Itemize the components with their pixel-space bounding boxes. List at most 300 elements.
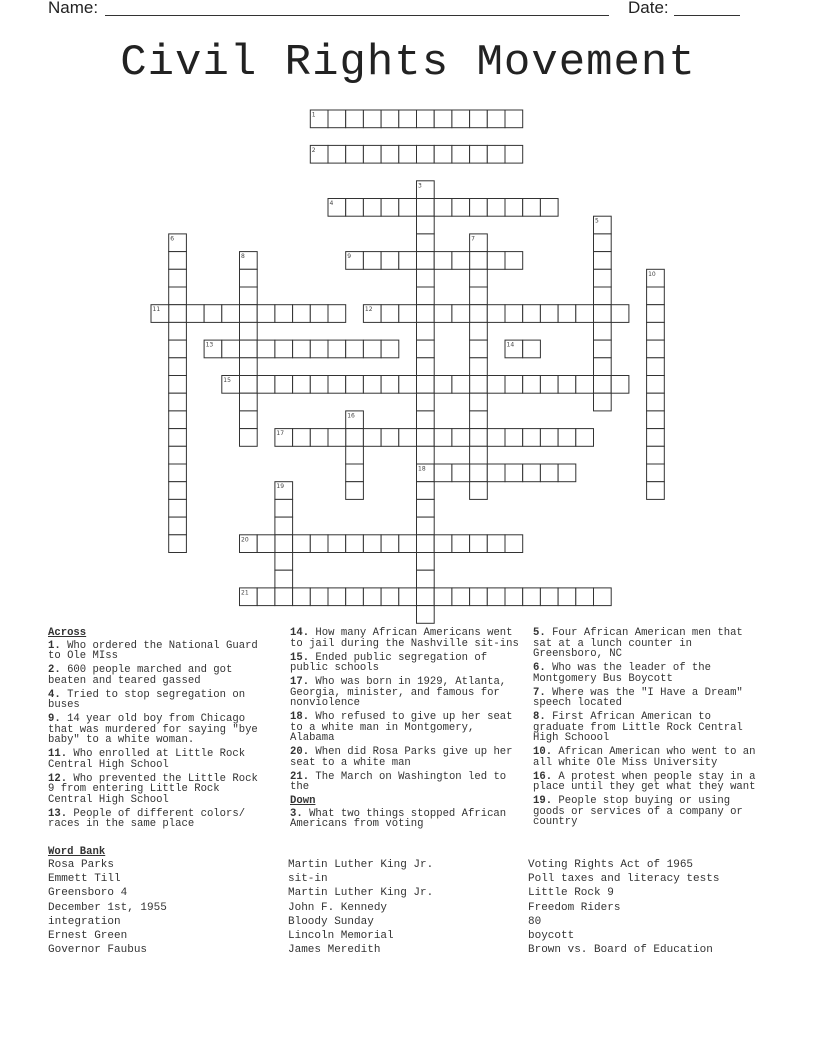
grid-cell[interactable] — [470, 340, 488, 358]
grid-cell[interactable] — [417, 517, 435, 535]
grid-cell[interactable] — [328, 376, 346, 394]
grid-cell[interactable] — [540, 199, 558, 217]
clue-item-number: 18. — [290, 711, 310, 723]
grid-cell[interactable] — [540, 588, 558, 606]
grid-cell[interactable] — [310, 340, 328, 358]
grid-cell[interactable] — [399, 199, 417, 217]
grid-cell[interactable] — [399, 110, 417, 128]
grid-cell[interactable] — [204, 305, 222, 323]
grid-cell[interactable] — [417, 269, 435, 287]
grid-cell[interactable] — [523, 376, 541, 394]
grid-cell[interactable] — [169, 464, 187, 482]
grid-cell[interactable] — [363, 252, 381, 270]
grid-cell[interactable] — [240, 269, 258, 287]
grid-cell[interactable] — [169, 340, 187, 358]
clue-item-text: First African American to graduate from Little Rock Central High Schoool — [533, 711, 743, 744]
grid-cell[interactable] — [363, 535, 381, 553]
grid-cell[interactable] — [346, 376, 364, 394]
grid-cell[interactable] — [434, 588, 452, 606]
grid-cell[interactable] — [417, 252, 435, 270]
clue-item-number: 7. — [533, 686, 546, 699]
clue-item-number: 10. — [533, 746, 553, 758]
clue-item-text: Tried to stop segregation on buses — [48, 688, 246, 711]
word-bank-item: sit-in — [288, 873, 328, 886]
grid-cell[interactable] — [647, 446, 665, 464]
grid-cell[interactable] — [381, 340, 399, 358]
grid-cell[interactable] — [558, 376, 576, 394]
grid-cell[interactable] — [647, 411, 665, 429]
grid-cell[interactable] — [346, 340, 364, 358]
grid-cell[interactable] — [594, 287, 612, 305]
grid-cell[interactable] — [470, 376, 488, 394]
across-heading: Across — [48, 627, 87, 639]
grid-cell[interactable] — [523, 429, 541, 447]
grid-cell[interactable] — [594, 269, 612, 287]
grid-cell[interactable] — [417, 110, 435, 128]
grid-cell[interactable] — [328, 305, 346, 323]
grid-cell[interactable] — [505, 535, 523, 553]
grid-cell[interactable] — [523, 464, 541, 482]
grid-cell[interactable] — [417, 234, 435, 252]
grid-cell[interactable] — [346, 588, 364, 606]
grid-cell[interactable] — [169, 376, 187, 394]
grid-cell[interactable] — [417, 340, 435, 358]
grid-cell[interactable] — [487, 110, 505, 128]
grid-cell[interactable] — [505, 464, 523, 482]
grid-cell[interactable] — [434, 376, 452, 394]
grid-cell[interactable] — [310, 588, 328, 606]
grid-cell[interactable] — [434, 199, 452, 217]
clue-item — [48, 665, 266, 686]
grid-cell[interactable] — [452, 588, 470, 606]
grid-cell[interactable] — [363, 429, 381, 447]
grid-cell[interactable] — [275, 535, 293, 553]
grid-cell[interactable] — [487, 429, 505, 447]
grid-cell[interactable] — [487, 145, 505, 163]
clues-column-3 — [533, 628, 761, 831]
across-clues-part-1 — [48, 641, 266, 830]
down-clues-part-2 — [533, 628, 761, 828]
grid-cell[interactable] — [611, 305, 629, 323]
grid-cell[interactable] — [505, 252, 523, 270]
grid-cell[interactable] — [346, 110, 364, 128]
grid-cell[interactable] — [417, 553, 435, 571]
grid-cell[interactable] — [399, 535, 417, 553]
grid-cell[interactable] — [240, 429, 258, 447]
grid-cell[interactable] — [186, 305, 204, 323]
clue-item-text: 600 people marched and got beaten and teared gassed — [48, 664, 233, 687]
grid-cell[interactable] — [275, 499, 293, 517]
grid-cell[interactable] — [611, 376, 629, 394]
word-bank-item: Lincoln Memorial — [288, 930, 394, 943]
grid-cell[interactable] — [293, 305, 311, 323]
grid-cell[interactable] — [399, 305, 417, 323]
clue-number: 7 — [471, 235, 475, 243]
clue-number: 6 — [170, 235, 175, 243]
grid-cell[interactable] — [363, 588, 381, 606]
grid-cell[interactable] — [470, 464, 488, 482]
grid-cell[interactable] — [523, 305, 541, 323]
clue-item-number: 13. — [48, 807, 68, 820]
grid-cell[interactable] — [505, 305, 523, 323]
grid-cell[interactable] — [647, 322, 665, 340]
grid-cell[interactable] — [576, 305, 594, 323]
grid-cell[interactable] — [293, 535, 311, 553]
grid-cell[interactable] — [558, 464, 576, 482]
grid-cell[interactable] — [594, 340, 612, 358]
grid-cell[interactable] — [169, 322, 187, 340]
grid-cell[interactable] — [399, 429, 417, 447]
grid-cell[interactable] — [417, 429, 435, 447]
clue-item-number: 11. — [48, 748, 68, 760]
word-bank-column-2 — [288, 858, 433, 957]
grid-cell[interactable] — [576, 376, 594, 394]
grid-cell[interactable] — [470, 411, 488, 429]
grid-cell[interactable] — [470, 269, 488, 287]
grid-cell[interactable] — [470, 322, 488, 340]
grid-cell[interactable] — [523, 340, 541, 358]
grid-cell[interactable] — [505, 588, 523, 606]
grid-cell[interactable] — [257, 305, 275, 323]
grid-cell[interactable] — [487, 376, 505, 394]
grid-cell[interactable] — [381, 588, 399, 606]
grid-cell[interactable] — [381, 376, 399, 394]
grid-cell[interactable] — [328, 110, 346, 128]
grid-cell[interactable] — [540, 464, 558, 482]
grid-cell[interactable] — [434, 305, 452, 323]
grid-cell[interactable] — [647, 393, 665, 411]
clue-item-text: How many African Americans went to jail during the Nashville sit-ins — [290, 627, 519, 650]
grid-cell[interactable] — [169, 393, 187, 411]
clue-item-text: People stop buying or using goods or services of a company or country — [533, 795, 743, 828]
grid-cell[interactable] — [169, 411, 187, 429]
grid-cell[interactable] — [363, 110, 381, 128]
grid-cell[interactable] — [470, 429, 488, 447]
grid-cell[interactable] — [275, 376, 293, 394]
grid-cell[interactable] — [417, 393, 435, 411]
clue-number: 8 — [241, 253, 245, 261]
clue-item-text: 14 year old boy from Chicago that was murdered for saying "bye baby" to a white woman. — [48, 713, 258, 746]
grid-cell[interactable] — [505, 376, 523, 394]
grid-cell[interactable] — [647, 358, 665, 376]
grid-cell[interactable] — [417, 145, 435, 163]
clue-item-number: 8. — [533, 711, 546, 723]
grid-cell[interactable] — [240, 305, 258, 323]
grid-cell[interactable] — [275, 588, 293, 606]
grid-cell[interactable] — [346, 464, 364, 482]
grid-cell[interactable] — [594, 393, 612, 411]
grid-cell[interactable] — [169, 517, 187, 535]
clue-item-text: The March on Washington led to the — [290, 770, 507, 793]
clue-item-text: Who refused to give up her seat to a white man in Montgomery, Alabama — [290, 711, 513, 744]
grid-cell[interactable] — [417, 322, 435, 340]
grid-cell[interactable] — [240, 411, 258, 429]
clue-item — [290, 747, 522, 768]
grid-cell[interactable] — [169, 305, 187, 323]
grid-cell[interactable] — [417, 199, 435, 217]
grid-cell[interactable] — [222, 305, 240, 323]
grid-cell[interactable] — [346, 199, 364, 217]
grid-cell[interactable] — [381, 252, 399, 270]
grid-cell[interactable] — [470, 535, 488, 553]
grid-cell[interactable] — [399, 588, 417, 606]
grid-cell[interactable] — [417, 287, 435, 305]
clue-item-number: 21. — [290, 770, 310, 783]
grid-cell[interactable] — [470, 393, 488, 411]
grid-cell[interactable] — [381, 110, 399, 128]
clue-item-number: 19. — [533, 795, 553, 807]
grid-cell[interactable] — [328, 535, 346, 553]
grid-cell[interactable] — [487, 588, 505, 606]
grid-cell[interactable] — [399, 376, 417, 394]
clue-number: 14 — [506, 341, 515, 349]
grid-cell[interactable] — [505, 145, 523, 163]
word-bank-item: Brown vs. Board of Education — [528, 944, 713, 957]
word-bank-item: Freedom Riders — [528, 901, 621, 914]
grid-cell[interactable] — [417, 535, 435, 553]
grid-cell[interactable] — [576, 588, 594, 606]
grid-cell[interactable] — [417, 216, 435, 234]
grid-cell[interactable] — [540, 429, 558, 447]
grid-cell[interactable] — [470, 252, 488, 270]
grid-cell[interactable] — [293, 340, 311, 358]
grid-cell[interactable] — [647, 482, 665, 500]
grid-cell[interactable] — [310, 429, 328, 447]
grid-cell[interactable] — [452, 429, 470, 447]
grid-cell[interactable] — [417, 305, 435, 323]
grid-cell[interactable] — [452, 376, 470, 394]
grid-cell[interactable] — [346, 535, 364, 553]
grid-cell[interactable] — [434, 429, 452, 447]
grid-cell[interactable] — [505, 429, 523, 447]
grid-cell[interactable] — [647, 429, 665, 447]
grid-cell[interactable] — [169, 358, 187, 376]
grid-cell[interactable] — [558, 429, 576, 447]
grid-cell[interactable] — [417, 358, 435, 376]
grid-cell[interactable] — [363, 340, 381, 358]
grid-cell[interactable] — [346, 446, 364, 464]
word-bank-item: Rosa Parks — [48, 859, 115, 871]
grid-cell[interactable] — [647, 340, 665, 358]
grid-cell[interactable] — [558, 588, 576, 606]
clues-column-1 — [48, 628, 266, 833]
grid-cell[interactable] — [417, 570, 435, 588]
grid-cell[interactable] — [381, 199, 399, 217]
grid-cell[interactable] — [487, 464, 505, 482]
grid-cell[interactable] — [523, 588, 541, 606]
grid-cell[interactable] — [293, 376, 311, 394]
grid-cell[interactable] — [257, 340, 275, 358]
clue-item-number: 6. — [533, 662, 546, 674]
grid-cell[interactable] — [470, 588, 488, 606]
clue-number: 19 — [276, 483, 285, 491]
grid-cell[interactable] — [523, 199, 541, 217]
grid-cell[interactable] — [363, 376, 381, 394]
grid-cell[interactable] — [470, 482, 488, 500]
clue-item — [290, 712, 522, 744]
grid-cell[interactable] — [417, 446, 435, 464]
grid-cell[interactable] — [310, 535, 328, 553]
grid-cell[interactable] — [381, 145, 399, 163]
grid-cell[interactable] — [169, 429, 187, 447]
word-bank-heading: Word Bank — [48, 846, 106, 858]
grid-cell[interactable] — [452, 199, 470, 217]
grid-cell[interactable] — [434, 145, 452, 163]
grid-cell[interactable] — [222, 340, 240, 358]
grid-cell[interactable] — [417, 482, 435, 500]
clue-item — [533, 772, 761, 793]
clue-item-text: Who prevented the Little Rock 9 from entering Little Rock Central High School — [48, 772, 258, 806]
grid-cell[interactable] — [257, 535, 275, 553]
clue-item — [290, 628, 522, 649]
grid-cell[interactable] — [240, 393, 258, 411]
grid-cell[interactable] — [434, 535, 452, 553]
grid-cell[interactable] — [434, 464, 452, 482]
grid-cell[interactable] — [240, 322, 258, 340]
clue-item-number: 14. — [290, 627, 310, 639]
grid-cell[interactable] — [470, 110, 488, 128]
grid-cell[interactable] — [169, 269, 187, 287]
grid-cell[interactable] — [169, 446, 187, 464]
grid-cell[interactable] — [594, 305, 612, 323]
grid-cell[interactable] — [647, 464, 665, 482]
grid-cell[interactable] — [169, 535, 187, 553]
grid-cell[interactable] — [594, 252, 612, 270]
grid-cell[interactable] — [487, 305, 505, 323]
clue-number: 1 — [311, 111, 316, 119]
grid-cell[interactable] — [346, 429, 364, 447]
grid-cell[interactable] — [417, 588, 435, 606]
grid-cell[interactable] — [399, 252, 417, 270]
grid-cell[interactable] — [452, 110, 470, 128]
grid-cell[interactable] — [275, 340, 293, 358]
grid-cell[interactable] — [275, 570, 293, 588]
grid-cell[interactable] — [346, 482, 364, 500]
word-bank-item: John F. Kennedy — [288, 901, 388, 914]
grid-cell[interactable] — [381, 305, 399, 323]
grid-cell[interactable] — [363, 145, 381, 163]
grid-cell[interactable] — [293, 588, 311, 606]
grid-cell[interactable] — [169, 287, 187, 305]
clue-item-number: 16. — [533, 770, 553, 783]
grid-cell[interactable] — [470, 446, 488, 464]
grid-cell[interactable] — [594, 234, 612, 252]
grid-cell[interactable] — [452, 535, 470, 553]
clue-item — [533, 663, 761, 684]
word-bank-item: James Meredith — [288, 944, 381, 957]
grid-cell[interactable] — [417, 606, 435, 624]
grid-cell[interactable] — [240, 376, 258, 394]
grid-cell[interactable] — [647, 376, 665, 394]
word-bank-column-3 — [528, 858, 719, 957]
clue-number: 5 — [595, 217, 599, 225]
word-bank-item: Emmett Till — [48, 873, 121, 886]
clue-item — [533, 712, 761, 744]
grid-cell[interactable] — [346, 145, 364, 163]
grid-cell[interactable] — [399, 145, 417, 163]
grid-cell[interactable] — [487, 535, 505, 553]
grid-cell[interactable] — [487, 199, 505, 217]
grid-cell[interactable] — [505, 110, 523, 128]
grid-cell[interactable] — [470, 287, 488, 305]
grid-cell[interactable] — [381, 429, 399, 447]
grid-cell[interactable] — [452, 252, 470, 270]
grid-cell[interactable] — [594, 358, 612, 376]
grid-cell[interactable] — [381, 535, 399, 553]
clue-item-number: 4. — [48, 688, 61, 701]
word-bank-item: integration — [48, 915, 121, 928]
word-bank-item: 80 — [528, 915, 542, 928]
clue-item-number: 17. — [290, 676, 310, 688]
grid-cell[interactable] — [417, 499, 435, 517]
grid-cell[interactable] — [417, 411, 435, 429]
grid-cell[interactable] — [257, 588, 275, 606]
grid-cell[interactable] — [647, 305, 665, 323]
name-label: Name: — [48, 0, 99, 17]
grid-cell[interactable] — [363, 199, 381, 217]
grid-cell[interactable] — [487, 252, 505, 270]
grid-cell[interactable] — [328, 429, 346, 447]
grid-cell[interactable] — [417, 376, 435, 394]
down-clues-part-1 — [290, 809, 522, 830]
grid-cell[interactable] — [257, 376, 275, 394]
grid-cell[interactable] — [240, 287, 258, 305]
grid-cell[interactable] — [293, 429, 311, 447]
grid-cell[interactable] — [470, 145, 488, 163]
clue-item-text: What two things stopped African Americans from voting — [290, 807, 507, 830]
clue-item — [290, 809, 522, 830]
clue-item-number: 20. — [290, 746, 310, 758]
grid-cell[interactable] — [310, 305, 328, 323]
grid-cell[interactable] — [470, 358, 488, 376]
grid-cell[interactable] — [434, 252, 452, 270]
word-bank-item: Voting Rights Act of 1965 — [528, 859, 694, 871]
grid-cell[interactable] — [452, 464, 470, 482]
grid-cell[interactable] — [328, 145, 346, 163]
grid-cell[interactable] — [647, 287, 665, 305]
grid-cell[interactable] — [169, 499, 187, 517]
grid-cell[interactable] — [594, 376, 612, 394]
clue-item-text: Who enrolled at Little Rock Central High School — [48, 748, 246, 771]
grid-cell[interactable] — [240, 340, 258, 358]
clue-item — [290, 772, 522, 793]
grid-cell[interactable] — [540, 376, 558, 394]
grid-cell[interactable] — [470, 305, 488, 323]
grid-cell[interactable] — [452, 305, 470, 323]
grid-cell[interactable] — [540, 305, 558, 323]
grid-cell[interactable] — [558, 305, 576, 323]
grid-cell[interactable] — [594, 322, 612, 340]
grid-cell[interactable] — [594, 588, 612, 606]
grid-cell[interactable] — [275, 305, 293, 323]
grid-cell[interactable] — [505, 199, 523, 217]
grid-cell[interactable] — [310, 376, 328, 394]
word-bank-item: Governor Faubus — [48, 944, 148, 957]
grid-cell[interactable] — [169, 252, 187, 270]
grid-cell[interactable] — [434, 110, 452, 128]
grid-cell[interactable] — [169, 482, 187, 500]
grid-cell[interactable] — [470, 199, 488, 217]
clue-item-text: Who was the leader of the Montgomery Bus Boycott — [533, 662, 712, 685]
grid-cell[interactable] — [275, 553, 293, 571]
grid-cell[interactable] — [576, 429, 594, 447]
clue-number: 15 — [223, 377, 231, 384]
grid-cell[interactable] — [275, 517, 293, 535]
grid-cell[interactable] — [328, 340, 346, 358]
grid-cell[interactable] — [240, 358, 258, 376]
grid-cell[interactable] — [328, 588, 346, 606]
grid-cell[interactable] — [452, 145, 470, 163]
